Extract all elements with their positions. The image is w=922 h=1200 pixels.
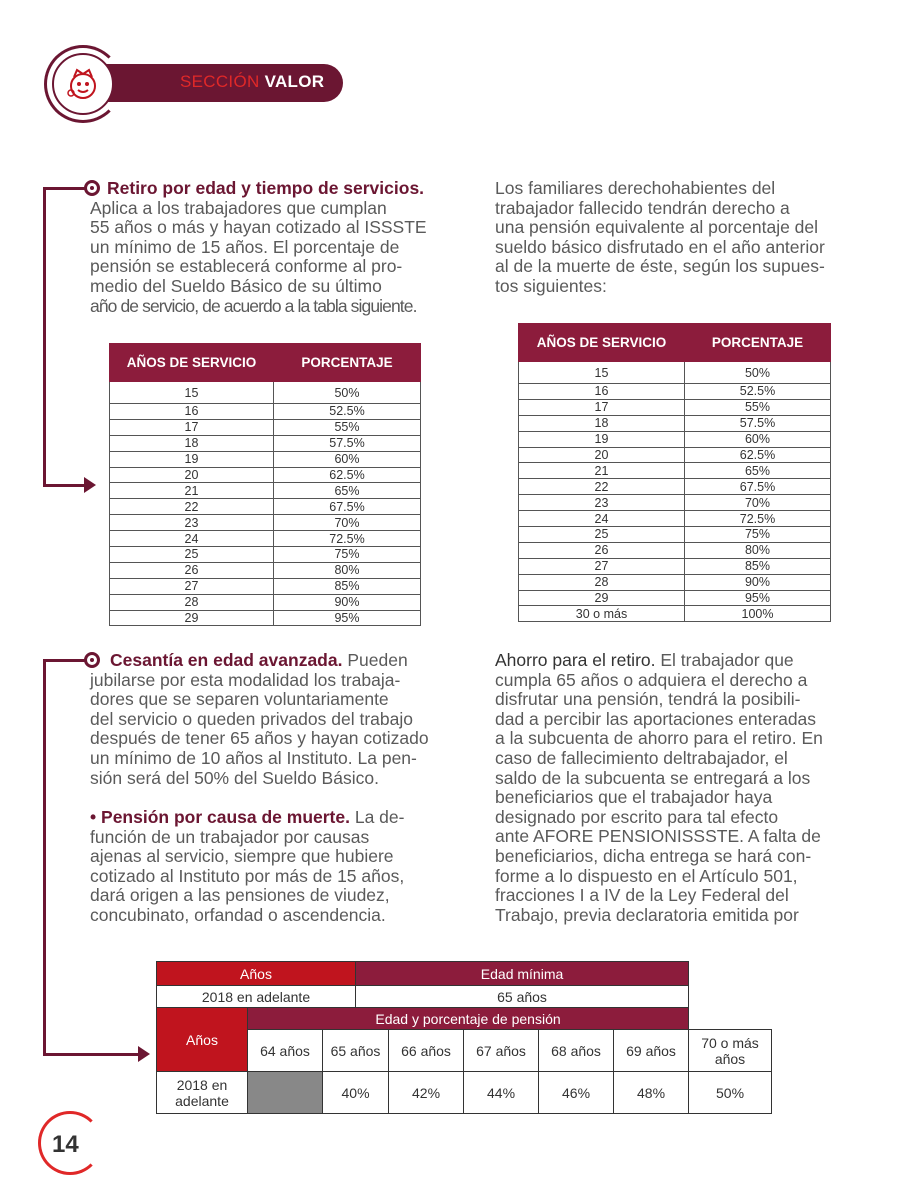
percent-cell: 46% [539, 1072, 614, 1114]
table-row [519, 542, 831, 558]
arrow-right-icon [84, 477, 96, 493]
table-row [110, 467, 421, 483]
table-row [519, 574, 831, 590]
percent-cell: 55% [274, 419, 421, 435]
table-row [519, 511, 831, 527]
table-row [110, 419, 421, 435]
text-line: pensión se establecerá conforme al pro- [90, 256, 403, 277]
years-cell: 21 [519, 463, 685, 479]
years-cell: 2018 en adelante [157, 1072, 248, 1114]
percent-cell: 80% [274, 562, 421, 578]
edad-minima-header-cell: Edad mínima [356, 962, 689, 986]
years-cell: 25 [519, 527, 685, 543]
text-line: dores que se separen voluntariamente [90, 689, 389, 710]
table-row [110, 531, 421, 547]
age-header-cell: 64 años [248, 1030, 323, 1072]
text-line: un mínimo de 15 años. El porcentaje de [90, 236, 400, 257]
years-cell: 25 [110, 547, 274, 563]
table-row [110, 382, 421, 404]
years-cell: 17 [110, 419, 274, 435]
table-row [157, 962, 772, 986]
connector-line [43, 659, 46, 1056]
years-cell: 20 [110, 467, 274, 483]
percent-cell: 75% [685, 527, 831, 543]
text-line: una pensión equivalente al porcentaje del [495, 217, 819, 238]
empty-gray-cell [248, 1072, 323, 1114]
years-cell: 17 [519, 399, 685, 415]
service-table-right [518, 323, 831, 622]
percent-cell: 65% [274, 483, 421, 499]
percent-cell: 70% [685, 495, 831, 511]
table-row [519, 606, 831, 622]
text-line: al de la muerte de éste, según los supues- [495, 256, 825, 277]
text-line: año de servicio, de acuerdo a la tabla siguiente. [90, 295, 417, 316]
table-row [519, 415, 831, 431]
familiares-paragraph [495, 179, 861, 297]
age-header-cell: 67 años [464, 1030, 539, 1072]
table-row [110, 404, 421, 420]
percent-cell: 55% [685, 399, 831, 415]
text-line: Trabajo, previa declaratoria emitida por [495, 904, 799, 925]
table-row [110, 610, 421, 626]
column-header: AÑOS DE SERVICIO [519, 324, 685, 362]
text-line: del servicio o queden privados del trabajo [90, 708, 413, 729]
percent-cell: 60% [685, 431, 831, 447]
percent-cell: 60% [274, 451, 421, 467]
table-row [157, 1008, 772, 1030]
connector-line [43, 187, 87, 190]
text-line: Pueden [347, 650, 408, 670]
section-title [180, 72, 324, 92]
text-line: caso de fallecimiento deltrabajador, el [495, 747, 788, 768]
percent-cell: 72.5% [274, 531, 421, 547]
edad-porcentaje-header-cell: Edad y porcentaje de pensión [248, 1008, 689, 1030]
years-cell: 2018 en adelante [157, 986, 356, 1008]
muerte-title: Pensión por causa de muerte. [101, 807, 350, 827]
connector-line [43, 484, 87, 487]
column-header: AÑOS DE SERVICIO [110, 344, 274, 382]
years-cell: 15 [519, 362, 685, 384]
text-line: disfrutar una pensión, tendrá la posibili- [495, 689, 801, 710]
percent-cell: 95% [685, 590, 831, 606]
table-row [110, 483, 421, 499]
percent-cell: 85% [274, 578, 421, 594]
connector-line [43, 187, 46, 487]
text-line: cotizado al Instituto por más de 15 años, [90, 865, 405, 886]
years-cell: 27 [110, 578, 274, 594]
retiro-paragraph [90, 179, 456, 316]
section-value-word: VALOR [264, 72, 325, 91]
years-cell: 16 [110, 404, 274, 420]
table-row [519, 431, 831, 447]
years-cell: 28 [519, 574, 685, 590]
table-row [110, 578, 421, 594]
section-word: SECCIÓN [180, 72, 260, 91]
text-line: beneficiarios que el trabajador haya [495, 787, 773, 808]
cesantia-paragraph [90, 651, 456, 788]
text-line: concubinato, orfandad o ascendencia. [90, 904, 386, 925]
table-row [110, 515, 421, 531]
text-line: dad a percibir las aportaciones enteradas [495, 708, 817, 729]
years-cell: 27 [519, 558, 685, 574]
years-cell: 23 [519, 495, 685, 511]
table-row [110, 594, 421, 610]
percent-cell: 90% [685, 574, 831, 590]
text-line: Aplica a los trabajadores que cumplan [90, 197, 387, 218]
years-cell: 20 [519, 447, 685, 463]
text-line: función de un trabajador por causas [90, 826, 370, 847]
years-cell: 26 [110, 562, 274, 578]
percent-cell: 62.5% [274, 467, 421, 483]
years-cell: 30 o más [519, 606, 685, 622]
retiro-title: Retiro por edad y tiempo de servicios. [107, 178, 425, 198]
years-cell: 28 [110, 594, 274, 610]
text-line: Los familiares derechohabientes del [495, 178, 776, 198]
percent-cell: 100% [685, 606, 831, 622]
text-line: ante AFORE PENSIONISSSTE. A falta de [495, 826, 821, 847]
years-cell: 29 [110, 610, 274, 626]
years-cell: 19 [519, 431, 685, 447]
cesantia-title: Cesantía en edad avanzada. [110, 650, 343, 670]
percent-cell: 72.5% [685, 511, 831, 527]
table-row [110, 451, 421, 467]
anos-label-cell: Años [157, 1008, 248, 1072]
percent-cell: 57.5% [274, 435, 421, 451]
ahorro-title: Ahorro para el retiro. [495, 650, 656, 670]
years-cell: 19 [110, 451, 274, 467]
age-header-cell: 70 o más años [689, 1030, 772, 1072]
percent-cell: 50% [685, 362, 831, 384]
years-cell: 29 [519, 590, 685, 606]
percent-cell: 90% [274, 594, 421, 610]
bullet-dot: • [90, 807, 97, 827]
column-header: PORCENTAJE [274, 344, 421, 382]
page-number: 14 [52, 1131, 79, 1158]
years-cell: 21 [110, 483, 274, 499]
connector-line [43, 659, 87, 662]
table-row [110, 547, 421, 563]
text-line: La de- [354, 807, 405, 827]
anos-header-cell: Años [157, 962, 356, 986]
text-line: El trabajador que [660, 650, 794, 670]
percent-cell: 62.5% [685, 447, 831, 463]
mascot-icon [52, 53, 114, 115]
table-row [110, 435, 421, 451]
years-cell: 22 [519, 479, 685, 495]
age-header-cell: 65 años [323, 1030, 389, 1072]
text-line: un mínimo de 10 años al Instituto. La pen- [90, 747, 417, 768]
table-row [157, 1030, 772, 1072]
table-row [110, 499, 421, 515]
table-row [519, 590, 831, 606]
table-row [110, 562, 421, 578]
column-header: PORCENTAJE [685, 324, 831, 362]
table-row [519, 399, 831, 415]
text-line: jubilarse por esta modalidad los trabaja- [90, 669, 401, 690]
years-cell: 15 [110, 382, 274, 404]
percent-cell: 67.5% [685, 479, 831, 495]
percent-cell: 50% [689, 1072, 772, 1114]
text-line: beneficiarios, dicha entrega se hará con- [495, 845, 812, 866]
percent-cell: 95% [274, 610, 421, 626]
service-table-left [109, 343, 421, 626]
percent-cell: 85% [685, 558, 831, 574]
years-cell: 26 [519, 542, 685, 558]
percent-cell: 57.5% [685, 415, 831, 431]
text-line: medio del Sueldo Básico de su último [90, 275, 382, 296]
connector-line [43, 1053, 141, 1056]
years-cell: 24 [110, 531, 274, 547]
percent-cell: 42% [389, 1072, 464, 1114]
table-row [519, 527, 831, 543]
table-row [519, 558, 831, 574]
text-line: saldo de la subcuenta se entregará a los [495, 767, 811, 788]
percent-cell: 80% [685, 542, 831, 558]
table-row [157, 986, 772, 1008]
ahorro-paragraph [495, 651, 861, 925]
percent-cell: 67.5% [274, 499, 421, 515]
text-line: trabajador fallecido tendrán derecho a [495, 197, 790, 218]
text-line: cumpla 65 años o adquiera el derecho a [495, 669, 808, 690]
percent-cell: 52.5% [274, 404, 421, 420]
years-cell: 16 [519, 384, 685, 400]
text-line: tos siguientes: [495, 275, 607, 296]
table-row [519, 384, 831, 400]
table-header-row [110, 344, 421, 382]
table-row [519, 495, 831, 511]
text-line: forme a lo dispuesto en el Artículo 501, [495, 865, 798, 886]
percent-cell: 48% [614, 1072, 689, 1114]
table-row [519, 463, 831, 479]
age-header-cell: 69 años [614, 1030, 689, 1072]
table-row [519, 479, 831, 495]
years-cell: 22 [110, 499, 274, 515]
arrow-right-icon [138, 1046, 150, 1062]
table-row [519, 362, 831, 384]
text-line: fracciones I a IV de la Ley Federal del [495, 885, 789, 906]
percent-cell: 65% [685, 463, 831, 479]
text-line: sión será del 50% del Sueldo Básico. [90, 767, 379, 788]
years-cell: 18 [519, 415, 685, 431]
text-line: designado por escrito para tal efecto [495, 806, 779, 827]
years-cell: 23 [110, 515, 274, 531]
age-header-cell: 68 años [539, 1030, 614, 1072]
years-cell: 18 [110, 435, 274, 451]
table-row [519, 447, 831, 463]
text-line: 55 años o más y hayan cotizado al ISSSTE [90, 217, 427, 238]
percent-cell: 70% [274, 515, 421, 531]
percent-cell: 75% [274, 547, 421, 563]
age-header-cell: 66 años [389, 1030, 464, 1072]
muerte-paragraph [90, 808, 456, 926]
text-line: a la subcuenta de ahorro para el retiro. En [495, 728, 823, 749]
years-cell: 24 [519, 511, 685, 527]
percent-cell: 50% [274, 382, 421, 404]
pension-age-table [156, 961, 772, 1114]
percent-cell: 44% [464, 1072, 539, 1114]
percent-cell: 40% [323, 1072, 389, 1114]
text-line: ajenas al servicio, siempre que hubiere [90, 846, 394, 867]
percent-cell: 52.5% [685, 384, 831, 400]
text-line: después de tener 65 años y hayan cotizado [90, 728, 429, 749]
age-cell: 65 años [356, 986, 689, 1008]
text-line: sueldo básico disfrutado en el año anterior [495, 236, 825, 257]
table-row [157, 1072, 772, 1114]
text-line: dará origen a las pensiones de viudez, [90, 885, 390, 906]
table-header-row [519, 324, 831, 362]
